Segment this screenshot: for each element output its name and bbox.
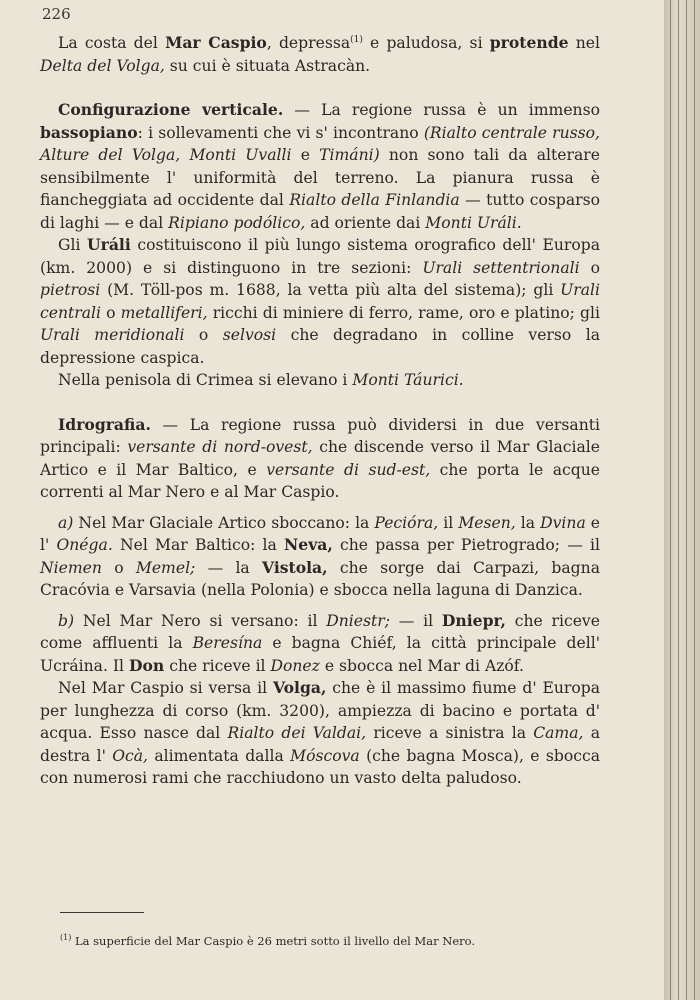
text-run: il xyxy=(438,513,459,532)
text-run: Gli xyxy=(58,236,87,255)
paragraph-black-sea xyxy=(40,610,600,678)
text-run: o xyxy=(184,326,223,345)
footnote-marker: (1) xyxy=(60,933,72,942)
text-run: — la xyxy=(195,558,262,577)
paragraph-caspian-coast xyxy=(40,29,600,77)
text-run: (M. Töll-pos m. 1688, la vetta più alta del sistema); gli xyxy=(100,281,561,300)
text-run: Don xyxy=(128,655,165,675)
paragraph-northwest-slope xyxy=(40,512,600,602)
text-run: Dvina xyxy=(540,513,586,532)
text-run: che passa per Pietrogrado; — il xyxy=(332,536,601,555)
page-number: 226 xyxy=(42,5,71,23)
text-run: — La regione russa può dividersi in due versanti principali: xyxy=(40,415,600,457)
text-run: o xyxy=(101,558,136,577)
text-run: riceve a sinistra la xyxy=(366,724,534,743)
text-run: versante di nord-ovest, xyxy=(127,438,313,457)
text-run: Móscova xyxy=(290,746,360,765)
text-run: Ocà, xyxy=(112,746,149,765)
text-run: Dniestr; xyxy=(326,611,390,630)
text-run: Monti Uráli. xyxy=(425,213,522,232)
text-run: Nel Mar Caspio si versa il xyxy=(58,679,273,698)
text-run: che degradano in colline verso la depressione caspica. xyxy=(40,326,601,367)
text-run: Delta del Volga, xyxy=(40,56,165,75)
text-run: o xyxy=(579,258,600,277)
text-run: e bagna Chiéf, la città principale dell' Ucráina. Il xyxy=(40,634,600,675)
text-run: nel xyxy=(568,34,600,53)
text-run: a destra l' xyxy=(40,724,600,765)
text-run: (1) xyxy=(350,35,363,45)
text-run: , depressa xyxy=(266,34,351,53)
text-run: su cui è situata Astracàn. xyxy=(164,56,371,75)
page-edge xyxy=(664,0,700,1000)
text-run: Memel; xyxy=(135,558,196,577)
text-run: Donez xyxy=(270,656,320,675)
text-run: Onéga. xyxy=(56,536,113,555)
text-run: Nel Mar Baltico: la xyxy=(112,536,285,555)
text-run: metalliferi, xyxy=(120,303,208,322)
text-run: che porta le acque correnti al Mar Nero e al Mar Caspio. xyxy=(40,460,601,502)
text-run: che discende verso il Mar Glaciale Artico e il Mar Baltico, e xyxy=(40,438,601,479)
page-body xyxy=(40,4,600,790)
text-run: Uráli xyxy=(87,235,131,255)
text-run: Urali settentrionali xyxy=(422,258,580,277)
text-run: Idrografia. xyxy=(58,414,151,434)
paragraph-urals xyxy=(40,234,600,369)
text-run: Nella penisola di Crimea si elevano i xyxy=(58,371,353,390)
text-run: costituiscono il più lungo sistema orografico dell' Europa (km. 2000) e si distinguono in tre sezioni: xyxy=(40,236,600,277)
text-run: non sono tali da alterare sensibilmente l' uniformità del terreno. La pianura russa è fiancheggiata ad occidente dal xyxy=(40,146,600,210)
text-run: che riceve il xyxy=(164,656,271,675)
text-run: b) xyxy=(58,611,75,630)
paragraph-crimea xyxy=(40,369,600,392)
text-run: e sbocca nel Mar di Azóf. xyxy=(319,656,524,675)
text-run: Neva, xyxy=(284,535,333,555)
text-run: protende xyxy=(489,33,569,53)
text-run: Mar Caspio xyxy=(165,33,267,53)
text-run: Mesen, xyxy=(458,513,516,532)
text-run: (Rialto centrale russo, Alture del Volga, Monti Uvalli xyxy=(40,123,601,165)
text-run: versante di sud-est, xyxy=(266,460,431,479)
text-run: Rialto dei Valdai, xyxy=(227,724,367,743)
text-run: bassopiano xyxy=(40,122,138,142)
footnote-text: La superficie del Mar Caspio è 26 metri sotto il livello del Mar Nero. xyxy=(75,933,476,948)
text-run: Timáni) xyxy=(319,146,380,165)
text-run: Rialto della Finlandia xyxy=(289,191,460,210)
text-run: Peciόra, xyxy=(374,513,439,532)
text-run: La costa del xyxy=(58,34,166,53)
paragraph-vertical-configuration xyxy=(40,99,600,234)
text-run: — il xyxy=(389,611,442,630)
text-run: e l' xyxy=(40,513,601,555)
footnote-divider xyxy=(60,912,144,913)
footnote xyxy=(60,930,600,949)
text-run: Niemen xyxy=(40,558,102,577)
text-run: alimentata dalla xyxy=(148,746,291,765)
text-run: Configurazione verticale. xyxy=(58,100,284,120)
text-run: e paludosa, si xyxy=(362,34,490,53)
text-run: Volga, xyxy=(272,678,327,698)
text-run: Dniepr, xyxy=(441,610,506,630)
text-run: che è il massimo fiume d' Europa per lunghezza di corso (km. 3200), ampiezza di bacino e portata d' acqua. Esso nasce dal xyxy=(40,679,600,743)
text-run: Urali meridionali xyxy=(40,326,185,345)
text-run: Ripiano podólico, xyxy=(168,213,306,232)
text-run: che sorge dai Carpazi, bagna Cracóvia e Varsavia (nella Polonia) e sbocca nella laguna di Danzica. xyxy=(40,558,600,600)
text-run: Nel Mar Glaciale Artico sboccano: la xyxy=(73,513,375,532)
text-run: che riceve come affluenti la xyxy=(40,611,600,653)
text-run: o xyxy=(101,303,121,322)
text-run: — La regione russa è un immenso xyxy=(283,101,600,120)
text-run: a) xyxy=(58,513,74,532)
text-run: Vistola, xyxy=(262,557,328,577)
text-run: pietrosi xyxy=(40,281,101,300)
text-run: ad oriente dai xyxy=(305,213,426,232)
text-run: — tutto cosparso di laghi — e dal xyxy=(40,191,600,232)
text-run: e xyxy=(291,146,320,165)
text-run: : i sollevamenti che vi s' incontrano xyxy=(137,123,424,142)
text-run: Urali centrali xyxy=(40,281,600,322)
text-run: selvosi xyxy=(222,326,277,345)
text-run: (che bagna Mosca), e sbocca con numerosi rami che racchiudono un vasto delta paludoso. xyxy=(40,746,600,788)
text-run: Cama, xyxy=(533,724,584,743)
paragraph-hydrography xyxy=(40,414,600,504)
text-run: la xyxy=(515,513,541,532)
text-run: ricchi di miniere di ferro, rame, oro e platino; gli xyxy=(207,303,600,322)
text-run: Monti Táurici. xyxy=(352,371,464,390)
text-run: Nel Mar Nero si versano: il xyxy=(74,611,327,630)
text-run: Beresína xyxy=(192,634,263,653)
paragraph-volga xyxy=(40,677,600,790)
